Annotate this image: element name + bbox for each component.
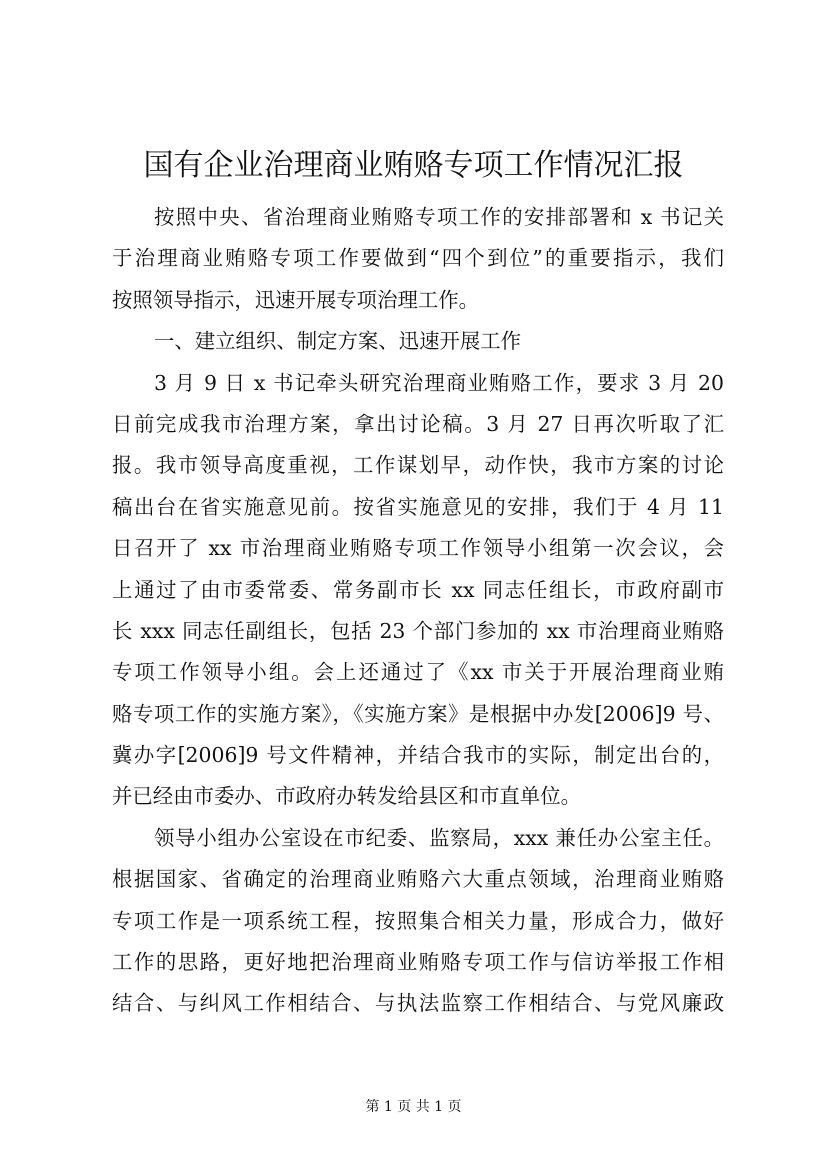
paragraph-line: 冀办字[2006]9 号文件精神，并结合我市的实际，制定出台的， — [112, 743, 724, 768]
paragraph-line: 日前完成我市治理方案，拿出讨论稿。3 月 27 日再次听取了汇 — [112, 411, 724, 436]
document-title: 国有企业治理商业贿赂专项工作情况汇报 — [143, 148, 684, 183]
paragraph-line: 于治理商业贿赂专项工作要做到“四个到位”的重要指示，我们 — [112, 246, 724, 271]
paragraph-line: 长 xxx 同志任副组长，包括 23 个部门参加的 xx 市治理商业贿赂 — [112, 618, 724, 643]
document-body — [112, 197, 724, 1025]
paragraph-line: 3 月 9 日 x 书记牵头研究治理商业贿赂工作，要求 3 月 20 — [154, 370, 724, 395]
paragraph-line: 并已经由市委办、市政府办转发给县区和市直单位。 — [112, 784, 581, 809]
paragraph-line: 专项工作领导小组。会上还通过了《xx 市关于开展治理商业贿 — [112, 660, 724, 685]
paragraph-line: 日召开了 xx 市治理商业贿赂专项工作领导小组第一次会议，会 — [112, 536, 724, 561]
paragraph-line: 上通过了由市委常委、常务副市长 xx 同志任组长，市政府副市 — [112, 577, 724, 602]
section-heading: 一、建立组织、制定方案、迅速开展工作 — [154, 329, 522, 354]
paragraph-line: 报。我市领导高度重视，工作谋划早，动作快，我市方案的讨论 — [112, 453, 724, 478]
paragraph-line: 根据国家、省确定的治理商业贿赂六大重点领域，治理商业贿赂 — [112, 867, 724, 892]
paragraph-line: 结合、与纠风工作相结合、与执法监察工作相结合、与党风廉政 — [112, 991, 724, 1016]
paragraph-line: 按照中央、省治理商业贿赂专项工作的安排部署和 x 书记关 — [154, 205, 724, 229]
paragraph-line: 专项工作是一项系统工程，按照集合相关力量，形成合力，做好 — [112, 908, 724, 933]
paragraph-line: 稿出台在省实施意见前。按省实施意见的安排，我们于 4 月 11 — [112, 494, 724, 519]
paragraph-line: 领导小组办公室设在市纪委、监察局，xxx 兼任办公室主任。 — [154, 825, 724, 850]
paragraph-line: 工作的思路，更好地把治理商业贿赂专项工作与信访举报工作相 — [112, 950, 724, 975]
paragraph-line: 赂专项工作的实施方案》，《实施方案》是根据中办发[2006]9 号、 — [112, 701, 724, 726]
page-footer: 第 1 页 共 1 页 — [365, 1099, 462, 1115]
paragraph-line: 按照领导指示，迅速开展专项治理工作。 — [112, 287, 480, 312]
